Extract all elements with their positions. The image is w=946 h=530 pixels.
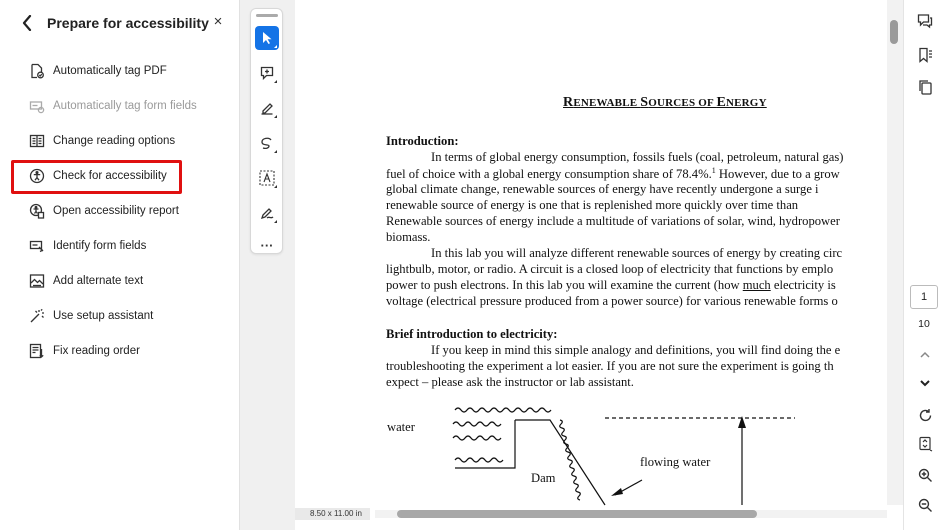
change-reading-options-label: Change reading options bbox=[53, 135, 176, 147]
horizontal-scroll-thumb[interactable] bbox=[397, 510, 757, 518]
zoom-out-button[interactable] bbox=[914, 494, 936, 516]
auto-tag-form-fields-button[interactable] bbox=[12, 91, 232, 121]
intro-line: In terms of global energy consumption, fossils fuels (coal, petroleum, natural gas) bbox=[431, 150, 844, 164]
figure-label-dam: Dam bbox=[531, 471, 556, 485]
auto-tag-pdf-icon bbox=[28, 62, 46, 80]
rotate-button[interactable] bbox=[914, 404, 936, 426]
highlight-tool-button[interactable] bbox=[255, 96, 279, 120]
fit-page-button[interactable] bbox=[914, 433, 936, 455]
auto-tag-form-fields-label: Automatically tag form fields bbox=[53, 100, 197, 112]
pages-button[interactable] bbox=[914, 76, 936, 98]
check-for-accessibility-button[interactable] bbox=[12, 161, 232, 191]
tool-corner-indicator bbox=[274, 45, 277, 48]
alt-text-icon bbox=[28, 272, 46, 290]
title-part: R bbox=[563, 95, 574, 110]
comment-icon bbox=[917, 13, 933, 29]
tool-corner-indicator bbox=[274, 150, 277, 153]
close-panel-button[interactable]: × bbox=[213, 13, 223, 30]
intro-text: fuel of choice with a global energy consumption share of 78.4%. bbox=[386, 167, 712, 182]
change-reading-options-button[interactable] bbox=[12, 126, 232, 156]
use-setup-assistant-button[interactable] bbox=[12, 301, 232, 331]
lab-line: voltage (electrical pressure produced from a power source) for various renewable forms o bbox=[386, 294, 838, 308]
tool-corner-indicator bbox=[274, 80, 277, 83]
more-tools-button[interactable]: ··· bbox=[260, 237, 274, 253]
sign-icon bbox=[260, 206, 274, 220]
text-select-icon bbox=[259, 170, 275, 186]
chevron-down-icon bbox=[919, 379, 931, 387]
panel-title: Prepare for accessibility bbox=[47, 15, 209, 31]
add-alternate-text-button[interactable] bbox=[12, 266, 232, 296]
intro-heading: Introduction: bbox=[386, 134, 459, 148]
open-accessibility-report-button[interactable] bbox=[12, 196, 232, 226]
dam-diagram bbox=[375, 400, 835, 510]
title-part: E bbox=[716, 95, 726, 110]
brief-line: If you keep in mind this simple analogy and definitions, you will find doing the e bbox=[431, 343, 841, 357]
bookmark-icon bbox=[917, 47, 933, 63]
document-page bbox=[295, 0, 887, 530]
select-tool-button[interactable] bbox=[255, 26, 279, 50]
intro-text: However, due to a grow bbox=[715, 167, 840, 182]
chevron-left-icon[interactable] bbox=[18, 12, 36, 34]
identify-form-fields-label: Identify form fields bbox=[53, 240, 147, 252]
reading-order-icon bbox=[28, 342, 46, 360]
vertical-scroll-thumb[interactable] bbox=[890, 20, 898, 44]
intro-line bbox=[386, 166, 840, 182]
intro-line: global climate change, renewable sources of energy have recently undergone a surge i bbox=[386, 182, 819, 196]
comments-button[interactable] bbox=[914, 10, 936, 32]
accessibility-check-icon bbox=[28, 167, 46, 185]
tool-corner-indicator bbox=[274, 220, 277, 223]
zoom-in-button[interactable] bbox=[914, 464, 936, 486]
form-fields-icon bbox=[28, 237, 46, 255]
fit-page-icon bbox=[918, 436, 933, 452]
underlined-word: much bbox=[742, 278, 771, 292]
lab-text: electricity is bbox=[770, 278, 836, 292]
title-part: NERGY bbox=[725, 97, 767, 109]
add-comment-icon bbox=[260, 66, 274, 80]
title-part: S bbox=[640, 95, 649, 110]
lab-line: In this lab you will analyze different renewable sources of energy by creating circ bbox=[431, 246, 843, 260]
copy-pages-icon bbox=[917, 79, 933, 95]
quick-tools-toolbar bbox=[250, 8, 283, 254]
intro-line: biomass. bbox=[386, 230, 431, 244]
open-accessibility-report-label: Open accessibility report bbox=[53, 205, 179, 217]
document-title bbox=[563, 95, 767, 111]
brief-line: troubleshooting the experiment a lot easier. If you are not sure the experiment is going th bbox=[386, 359, 834, 373]
reading-options-icon bbox=[28, 132, 46, 150]
brief-heading: Brief introduction to electricity: bbox=[386, 327, 558, 341]
current-page-input[interactable]: 1 bbox=[910, 285, 938, 309]
chevron-up-icon bbox=[919, 351, 931, 359]
setup-assistant-icon bbox=[28, 307, 46, 325]
next-page-button[interactable] bbox=[914, 372, 936, 394]
fix-reading-order-label: Fix reading order bbox=[53, 345, 140, 357]
previous-page-button[interactable] bbox=[914, 344, 936, 366]
footnote-ref[interactable]: 1 bbox=[711, 166, 716, 175]
lab-line: lightbulb, motor, or radio. A circuit is a closed loop of electricity that functions by emplo bbox=[386, 262, 834, 276]
add-alternate-text-label: Add alternate text bbox=[53, 275, 144, 287]
add-comment-button[interactable] bbox=[255, 61, 279, 85]
bookmarks-button[interactable] bbox=[914, 44, 936, 66]
figure-label-water: water bbox=[387, 420, 415, 434]
auto-tag-pdf-label: Automatically tag PDF bbox=[53, 65, 167, 77]
tool-corner-indicator bbox=[274, 185, 277, 188]
brief-line: expect – please ask the instructor or lab assistant. bbox=[386, 375, 634, 389]
tool-corner-indicator bbox=[274, 115, 277, 118]
highlight-pen-icon bbox=[260, 101, 274, 115]
select-icon bbox=[261, 31, 273, 45]
auto-tag-pdf-button[interactable] bbox=[12, 56, 232, 86]
figure-label-flowing-water: flowing water bbox=[640, 455, 711, 469]
page-size-indicator: 8.50 x 11.00 in bbox=[295, 508, 370, 520]
vertical-scrollbar[interactable] bbox=[887, 0, 903, 505]
title-part: OURCES OF bbox=[648, 97, 717, 109]
prepare-accessibility-panel bbox=[0, 0, 240, 530]
accessibility-report-icon bbox=[28, 202, 46, 220]
title-part: ENEWABLE bbox=[573, 97, 641, 109]
lab-line bbox=[386, 278, 836, 293]
lab-text: power to push electrons. In this lab you will examine the current (how bbox=[386, 278, 743, 292]
rotate-icon bbox=[918, 408, 933, 423]
identify-form-fields-button[interactable] bbox=[12, 231, 232, 261]
sign-tool-button[interactable] bbox=[255, 201, 279, 225]
auto-tag-form-icon bbox=[28, 97, 46, 115]
fix-reading-order-button[interactable] bbox=[12, 336, 232, 366]
panel-header bbox=[0, 0, 240, 46]
use-setup-assistant-label: Use setup assistant bbox=[53, 310, 154, 322]
zoom-in-icon bbox=[918, 468, 933, 483]
right-rail bbox=[903, 0, 946, 530]
zoom-out-icon bbox=[918, 498, 933, 513]
text-select-tool-button[interactable] bbox=[255, 166, 279, 190]
intro-line: Renewable sources of energy include a multitude of variations of solar, wind, hydropower bbox=[386, 214, 840, 228]
toolbar-drag-handle[interactable] bbox=[256, 14, 278, 17]
draw-freeform-icon bbox=[260, 136, 274, 150]
total-pages: 10 bbox=[918, 318, 930, 330]
intro-line: renewable source of energy is one that is replenished more quickly over time than bbox=[386, 198, 799, 212]
check-for-accessibility-label: Check for accessibility bbox=[53, 170, 167, 182]
draw-tool-button[interactable] bbox=[255, 131, 279, 155]
